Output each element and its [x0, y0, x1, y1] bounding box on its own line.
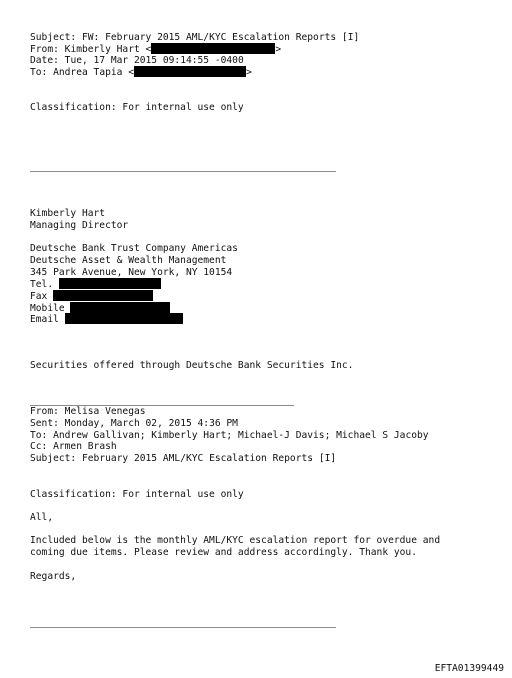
email-date-line: Date: Tue, 17 Mar 2015 09:14:55 -0400: [30, 55, 244, 66]
signature-name: Kimberly Hart: [30, 208, 106, 219]
redacted-mobile: [70, 302, 170, 313]
document-id: EFTA01399449: [434, 663, 504, 674]
signature-mobile: Mobile: [30, 302, 170, 315]
classification-top: Classification: For internal use only: [30, 102, 244, 113]
signature-company: Deutsche Bank Trust Company Americas: [30, 243, 238, 254]
forward-from-line: From: Melisa Venegas: [30, 406, 146, 417]
body-line-1: Included below is the monthly AML/KYC escalation report for overdue and: [30, 535, 441, 546]
signature-tel: Tel.: [30, 278, 161, 291]
redacted-fax: [53, 290, 153, 301]
redacted-recipient-email: [134, 66, 246, 77]
body-greeting: All,: [30, 512, 54, 523]
email-subject-line: Subject: FW: February 2015 AML/KYC Escalation Reports [I]: [30, 32, 360, 43]
forward-to-line: To: Andrew Gallivan; Kimberly Hart; Michael-J Davis; Michael S Jacoby: [30, 430, 429, 441]
classification-bottom: Classification: For internal use only: [30, 489, 244, 500]
body-closing: Regards,: [30, 571, 77, 582]
forward-subject-line: Subject: February 2015 AML/KYC Escalation Reports [I]: [30, 453, 337, 464]
redacted-tel: [59, 278, 161, 289]
sender-name: Kimberly Hart: [64, 44, 140, 55]
divider: [30, 171, 336, 172]
email-from-line: From: Kimberly Hart < >: [30, 44, 282, 55]
signature-division: Deutsche Asset & Wealth Management: [30, 255, 227, 266]
forward-cc-line: Cc: Armen Brash: [30, 441, 117, 452]
forward-sent-line: Sent: Monday, March 02, 2015 4:36 PM: [30, 418, 238, 429]
redacted-email: [65, 313, 183, 324]
signature-fax: Fax: [30, 290, 153, 303]
signature-address: 345 Park Avenue, New York, NY 10154: [30, 267, 233, 278]
divider: [30, 627, 336, 628]
securities-notice: Securities offered through Deutsche Bank Securities Inc.: [30, 360, 354, 371]
recipient-name: Andrea Tapia: [53, 67, 123, 78]
email-to-line: To: Andrea Tapia < >: [30, 67, 252, 78]
redacted-sender-email: [151, 43, 275, 54]
email-date: Tue, 17 Mar 2015 09:14:55 -0400: [64, 55, 244, 66]
body-line-2: coming due items. Please review and address accordingly. Thank you.: [30, 547, 417, 558]
signature-title: Managing Director: [30, 220, 129, 231]
email-subject: FW: February 2015 AML/KYC Escalation Reports [I]: [82, 32, 360, 43]
signature-email: Email: [30, 313, 183, 326]
